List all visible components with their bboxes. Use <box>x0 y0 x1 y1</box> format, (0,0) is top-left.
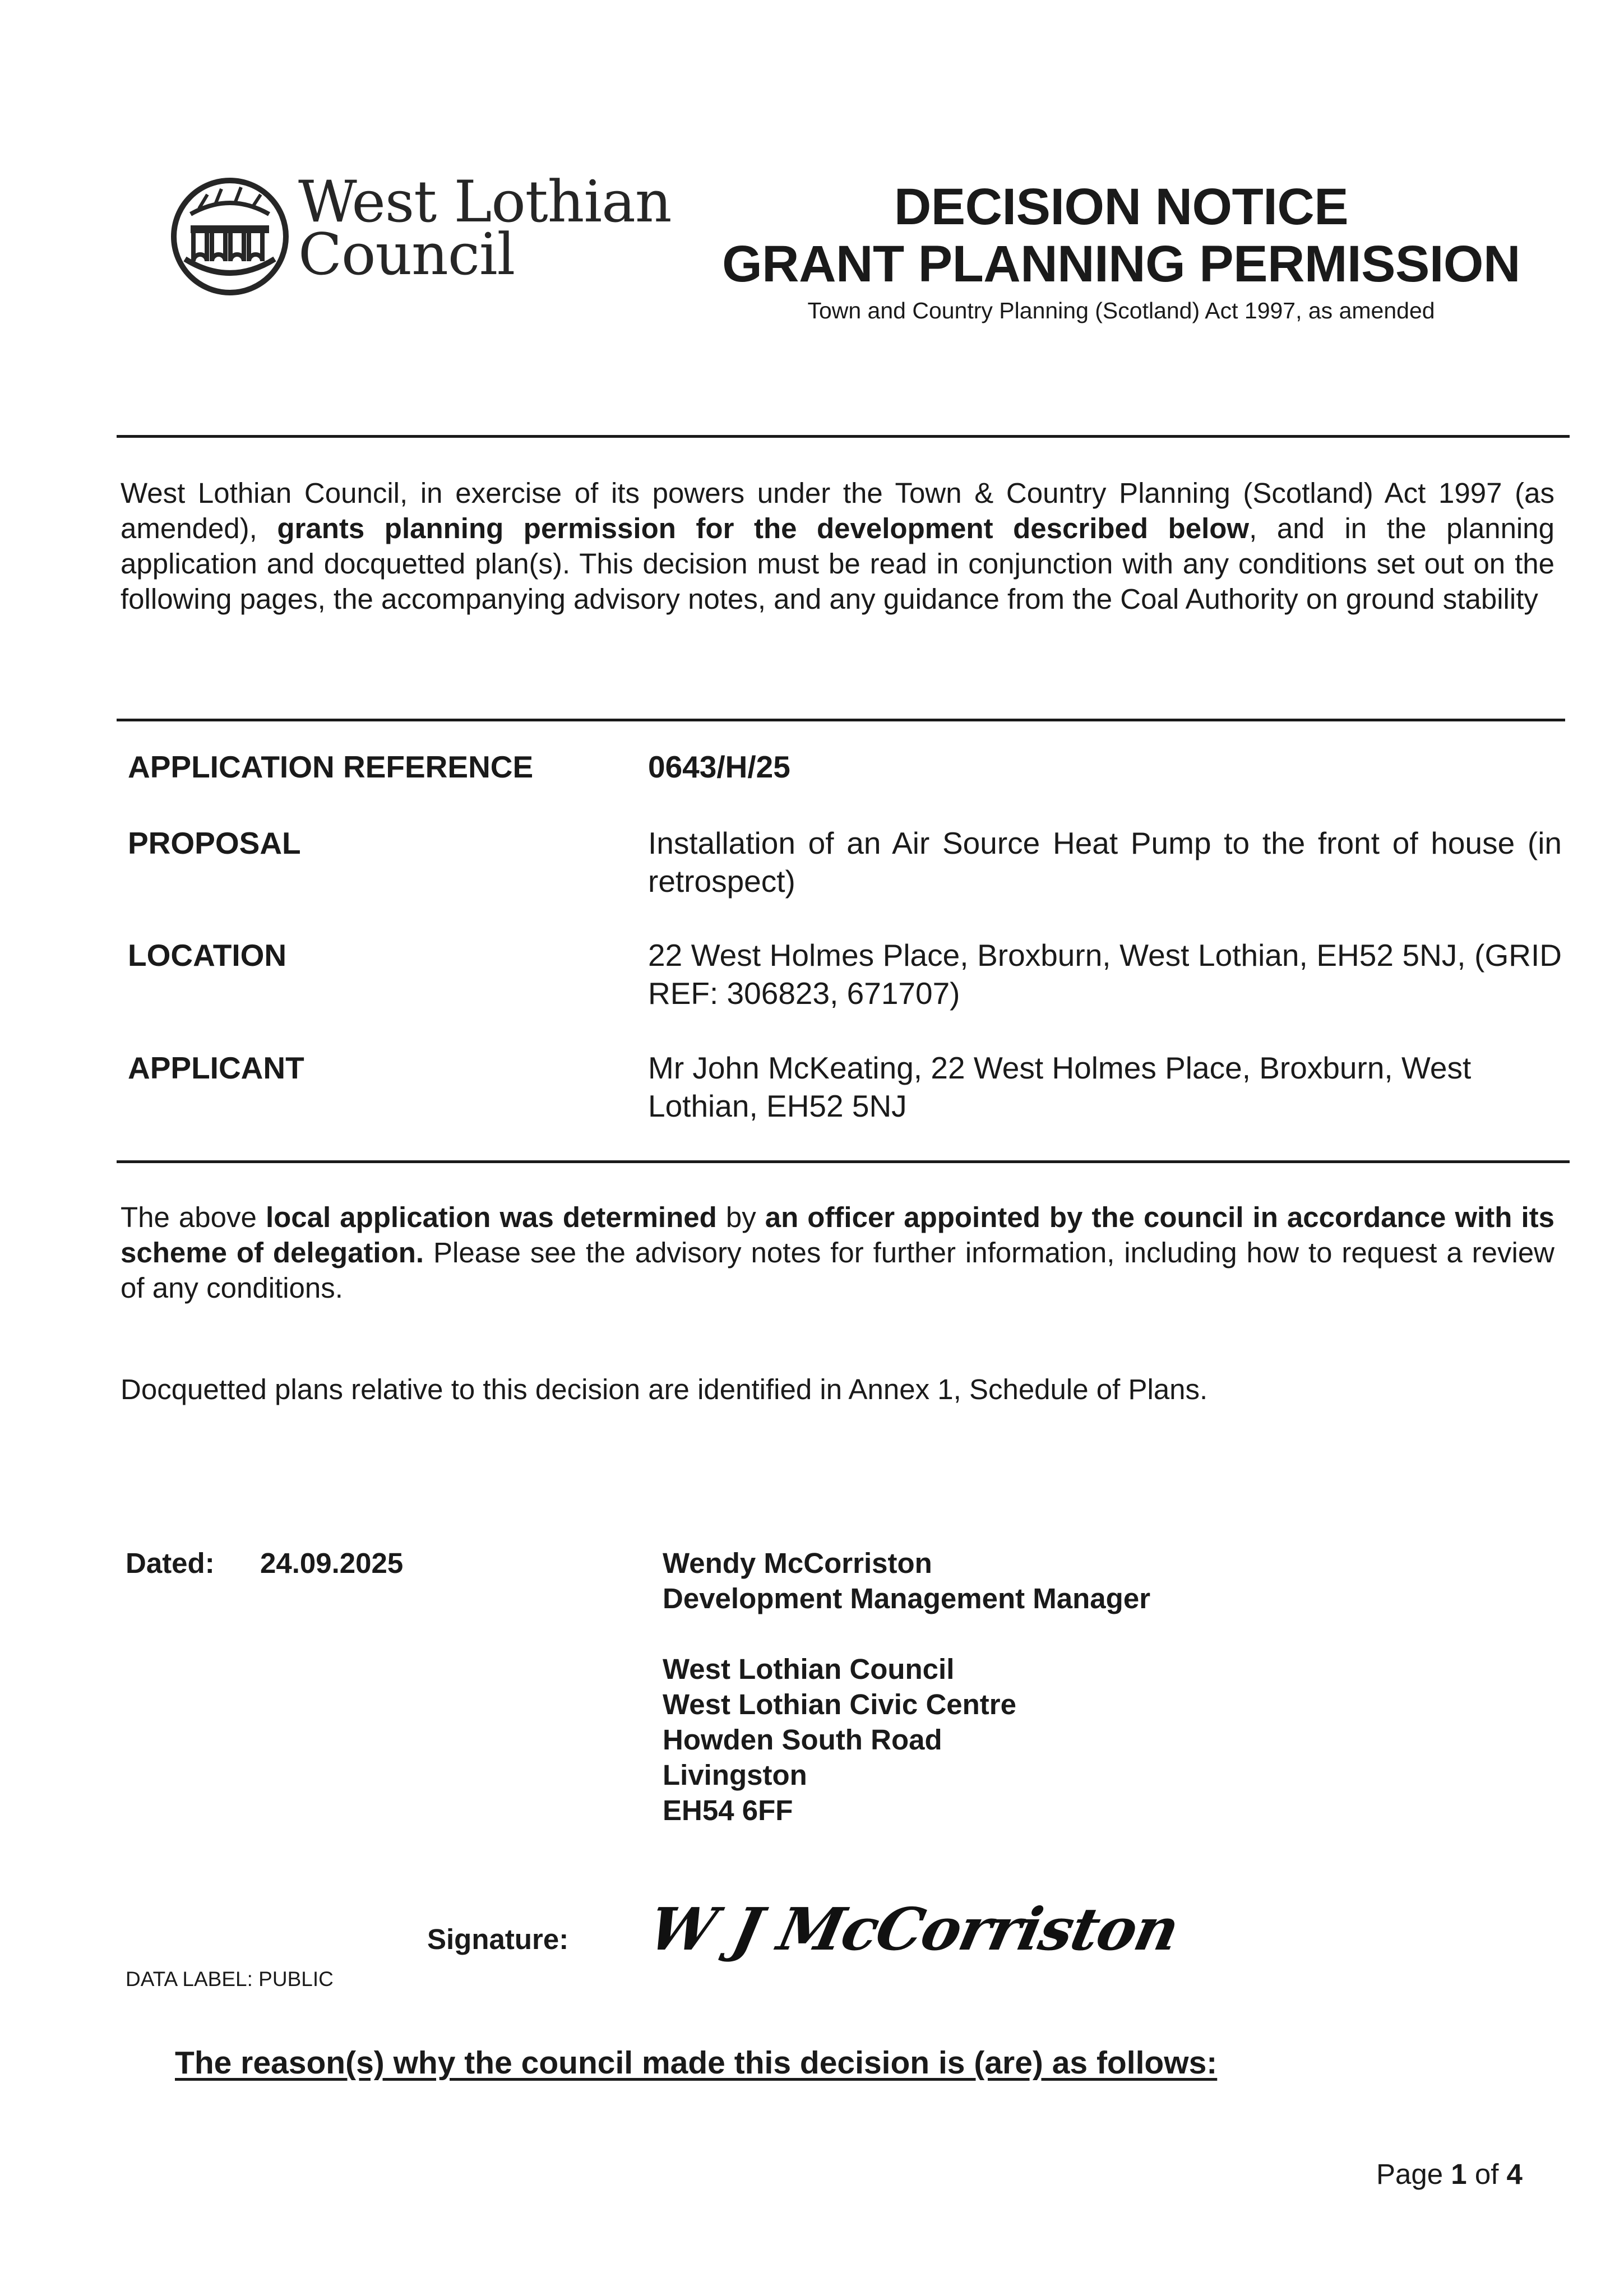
location-value: 22 West Holmes Place, Broxburn, West Lothian, EH52 5NJ, (GRID REF: 306823, 671707) <box>648 938 1562 1011</box>
dated-label: Dated: <box>126 1547 215 1579</box>
title-decision-notice: DECISION NOTICE <box>894 178 1349 235</box>
logo-text-line1: West Lothian <box>298 169 672 235</box>
determination-text-2: by <box>716 1201 765 1233</box>
determination-text-1: The above <box>121 1201 266 1233</box>
title-block <box>661 178 1581 326</box>
officer-name: Wendy McCorriston <box>663 1547 932 1579</box>
intro-paragraph <box>121 475 1554 617</box>
page-separator: of <box>1466 2158 1507 2190</box>
determination-paragraph <box>121 1200 1554 1306</box>
officer-title: Development Management Manager <box>663 1582 1151 1614</box>
application-reference-value: 0643/H/25 <box>648 749 790 784</box>
proposal-value: Installation of an Air Source Heat Pump to the front of house (in retrospect) <box>648 826 1562 899</box>
determination-bold-1: local application was determined <box>265 1201 717 1233</box>
logo-text-line2: Council <box>298 221 515 288</box>
council-crest-icon <box>168 175 292 298</box>
intro-text-2: , and in the planning application and docquetted plan(s). This decision must be read in conjunction with any conditions set out on the following pages, the accompanying advisory notes, and any guidance from the Coal Authority on ground stability <box>121 512 1554 615</box>
data-label: DATA LABEL: PUBLIC <box>126 1968 334 1991</box>
dated-value: 24.09.2025 <box>260 1547 404 1579</box>
officer-block <box>663 1545 1150 1828</box>
reasons-heading: The reason(s) why the council made this decision is (are) as follows: <box>175 2045 1218 2081</box>
intro-text-1: West Lothian Council, in exercise of its powers under the Town & Country Planning (Scotland) Act 1997 (as amended), <box>121 477 1554 544</box>
location-label: LOCATION <box>128 938 287 973</box>
applicant-value: Mr John McKeating, 22 West Holmes Place, Broxburn, West Lothian, EH52 5NJ <box>648 1050 1472 1123</box>
determination-text-3: Please see the advisory notes for further information, including how to request a review of any conditions. <box>121 1237 1555 1304</box>
proposal-label: PROPOSAL <box>128 826 301 860</box>
divider-bottom <box>117 1160 1570 1163</box>
divider-top <box>117 435 1570 438</box>
title-grant-planning-permission: GRANT PLANNING PERMISSION <box>722 235 1520 293</box>
page-current: 1 <box>1451 2158 1467 2190</box>
address-line: Howden South Road <box>663 1724 942 1756</box>
handwritten-signature: W J McCorriston <box>642 1895 1185 1964</box>
address-line: West Lothian Civic Centre <box>663 1688 1017 1720</box>
signature-label: Signature: <box>427 1923 569 1955</box>
docquetted-plans-note: Docquetted plans relative to this decision are identified in Annex 1, Schedule of Plans. <box>121 1373 1208 1405</box>
address-line: West Lothian Council <box>663 1653 955 1685</box>
council-logo <box>168 169 672 304</box>
address-line: EH54 6FF <box>663 1794 793 1826</box>
determination-bold-2: an officer appointed by the council in accordance with its scheme of delegation. <box>121 1201 1554 1269</box>
address-line: Livingston <box>663 1759 807 1791</box>
application-reference-label: APPLICATION REFERENCE <box>128 749 534 784</box>
page-total: 4 <box>1506 2158 1523 2190</box>
intro-bold-text: grants planning permission for the development described below <box>277 512 1250 544</box>
applicant-label: APPLICANT <box>128 1050 304 1085</box>
divider-application <box>117 719 1565 721</box>
act-subtitle: Town and Country Planning (Scotland) Act 1997, as amended <box>807 298 1435 323</box>
page-number <box>1376 2156 1523 2192</box>
page-prefix: Page <box>1376 2158 1451 2190</box>
